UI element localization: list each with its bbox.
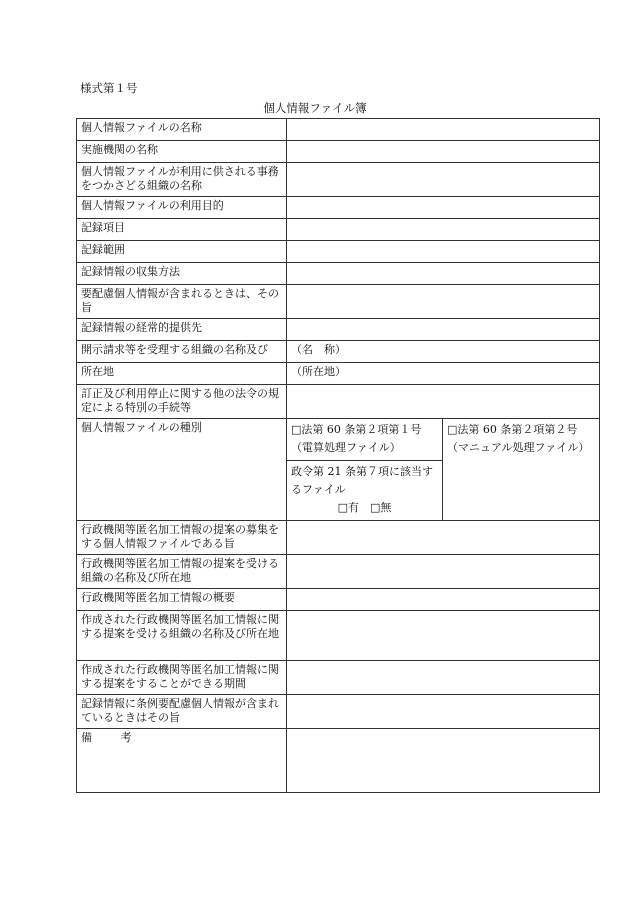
value-anon-created-period[interactable] (287, 661, 600, 695)
disclosure-address-field[interactable] (287, 363, 600, 385)
label-items: 記録項目 (77, 219, 287, 241)
remarks-text: 備考 (81, 731, 161, 744)
type-option-electronic[interactable] (287, 419, 443, 461)
label-sensitive: 要配慮個人情報が含まれるときは、その旨 (77, 285, 287, 319)
row-agency-name (77, 141, 600, 163)
row-file-type (77, 419, 600, 461)
label-anon-org: 行政機関等匿名加工情報の提案を受ける組織の名称及び所在地 (77, 555, 287, 589)
label-correction: 訂正及び利用停止に関する他の法令の規定による特別の手続等 (77, 385, 287, 419)
value-anon-org[interactable] (287, 555, 600, 589)
value-remarks[interactable] (287, 729, 600, 793)
value-anon-summary[interactable] (287, 589, 600, 611)
label-collection: 記録情報の収集方法 (77, 263, 287, 285)
type-option-electronic-line1: □法第 60 条第２項第１号 (291, 423, 422, 436)
label-file-type: 個人情報ファイルの種別 (77, 419, 287, 521)
personal-info-file-register (76, 118, 600, 793)
type-option-electronic-line2: （電算処理ファイル） (291, 441, 401, 454)
row-collection (77, 263, 600, 285)
label-file-name: 個人情報ファイルの名称 (77, 119, 287, 141)
ordinance-cell (287, 461, 443, 521)
row-anon-summary (77, 589, 600, 611)
row-sensitive (77, 285, 600, 319)
value-anon-created-org[interactable] (287, 611, 600, 661)
row-remarks (77, 729, 600, 793)
label-purpose: 個人情報ファイルの利用目的 (77, 197, 287, 219)
type-option-manual-text: □法第 60 条第２項第２号（マニュアル処理ファイル） (447, 423, 590, 454)
label-agency-name: 実施機関の名称 (77, 141, 287, 163)
value-purpose[interactable] (287, 197, 600, 219)
value-items[interactable] (287, 219, 600, 241)
row-correction (77, 385, 600, 419)
row-disclosure-name (77, 341, 600, 363)
value-scope[interactable] (287, 241, 600, 263)
disclosure-name-label: （名 称） (291, 343, 346, 356)
label-disclosure-org-line1: 開示請求等を受理する組織の名称及び (77, 341, 287, 363)
label-ordinance-sensitive: 記録情報に条例要配慮個人情報が含まれているときはその旨 (77, 695, 287, 729)
row-anon-created-period (77, 661, 600, 695)
value-sensitive[interactable] (287, 285, 600, 319)
disclosure-name-field[interactable] (287, 341, 600, 363)
label-anon-created-org: 作成された行政機関等匿名加工情報に関する提案を受ける組織の名称及び所在地 (77, 611, 287, 661)
label-anon-solicit: 行政機関等匿名加工情報の提案の募集をする個人情報ファイルである旨 (77, 521, 287, 555)
label-regular-recipients: 記録情報の経常的提供先 (77, 319, 287, 341)
type-option-manual[interactable] (443, 419, 600, 521)
disclosure-address-label: （所在地） (291, 365, 346, 378)
value-anon-solicit[interactable] (287, 521, 600, 555)
value-regular-recipients[interactable] (287, 319, 600, 341)
row-purpose (77, 197, 600, 219)
ordinance-line1: 政令第 21 条第７項に該当す (291, 465, 433, 478)
row-scope (77, 241, 600, 263)
ordinance-yes-no-checkboxes[interactable]: □有 □無 (337, 501, 392, 514)
value-ordinance-sensitive[interactable] (287, 695, 600, 729)
label-scope: 記録範囲 (77, 241, 287, 263)
row-disclosure-address (77, 363, 600, 385)
label-remarks (77, 729, 287, 793)
label-org-in-charge: 個人情報ファイルが利用に供される事務をつかさどる組織の名称 (77, 163, 287, 197)
row-anon-solicit (77, 521, 600, 555)
row-items (77, 219, 600, 241)
value-collection[interactable] (287, 263, 600, 285)
label-disclosure-org-line2: 所在地 (77, 363, 287, 385)
row-ordinance-sensitive (77, 695, 600, 729)
row-org-in-charge (77, 163, 600, 197)
document-title: 個人情報ファイル簿 (263, 101, 367, 115)
row-regular-recipients (77, 319, 600, 341)
form-number: 様式第１号 (80, 81, 138, 95)
ordinance-line2: るファイル (291, 483, 346, 496)
row-anon-created-org (77, 611, 600, 661)
value-agency-name[interactable] (287, 141, 600, 163)
label-anon-created-period: 作成された行政機関等匿名加工情報に関する提案をすることができる期間 (77, 661, 287, 695)
label-anon-summary: 行政機関等匿名加工情報の概要 (77, 589, 287, 611)
value-file-name[interactable] (287, 119, 600, 141)
row-file-name (77, 119, 600, 141)
value-org-in-charge[interactable] (287, 163, 600, 197)
row-anon-org (77, 555, 600, 589)
value-correction[interactable] (287, 385, 600, 419)
